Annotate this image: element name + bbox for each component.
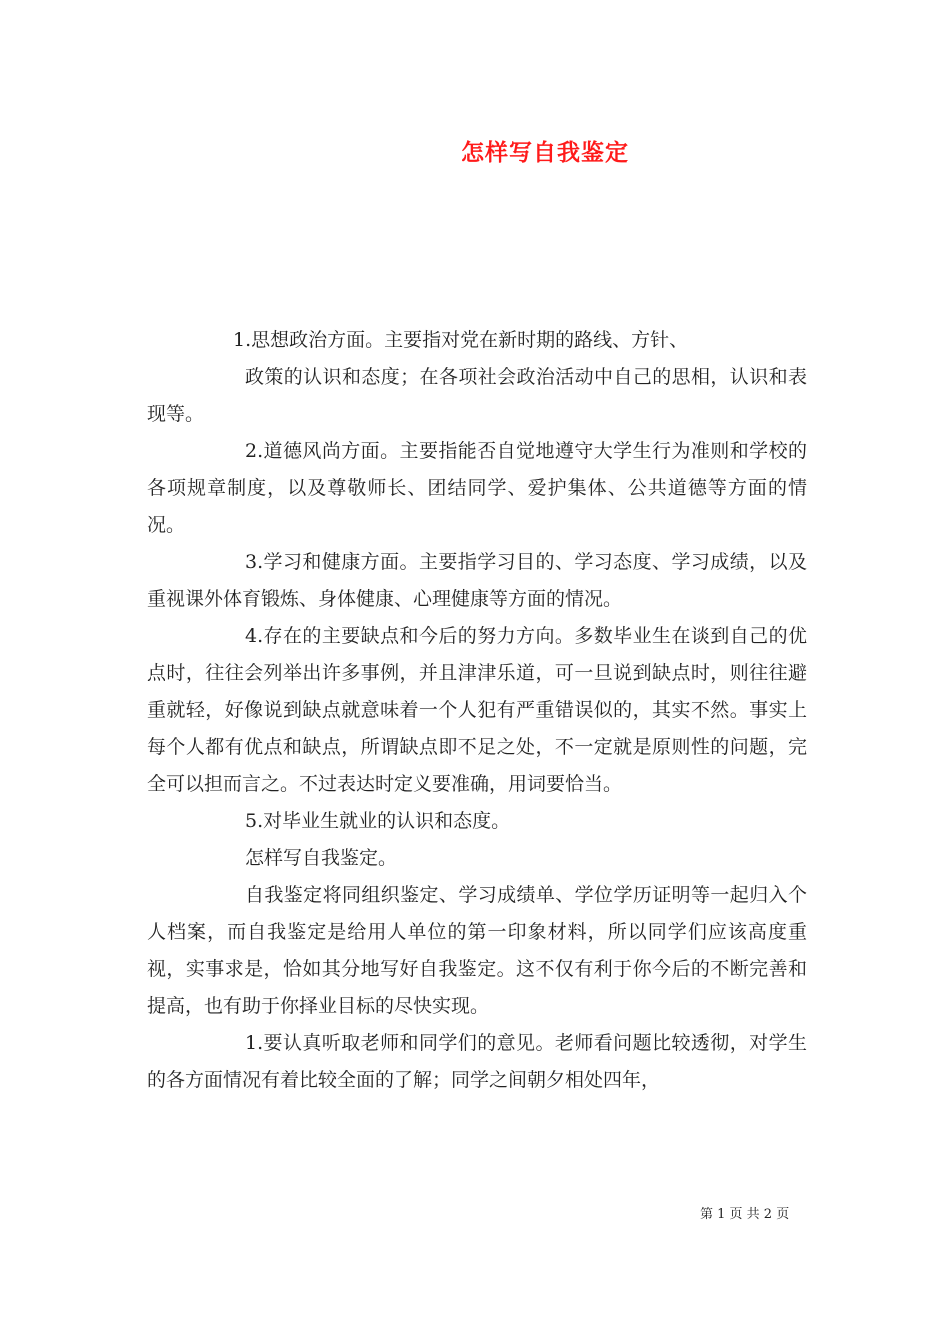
- paragraph-9: 1.要认真听取老师和同学们的意见。老师看问题比较透彻，对学生的各方面情况有着比较全面的了解；同学之间朝夕相处四年，: [147, 1032, 807, 1091]
- paragraph-8: 自我鉴定将同组织鉴定、学习成绩单、学位学历证明等一起归入个人档案，而自我鉴定是给用人单位的第一印象材料，所以同学们应该高度重视，实事求是，恰如其分地写好自我鉴定。这不仅有利于你今后的不断完善和提高，也有助于你择业目标的尽快实现。: [147, 884, 807, 1017]
- document-title: 怎样写自我鉴定: [461, 139, 629, 166]
- paragraph-6: 5.对毕业生就业的认识和态度。: [245, 810, 511, 832]
- paragraph-2: 政策的认识和态度；在各项社会政治活动中自己的思相，认识和表现等。: [147, 366, 807, 425]
- paragraph-3: 2.道德风尚方面。主要指能否自觉地遵守大学生行为准则和学校的各项规章制度，以及尊敬师长、团结同学、爱护集体、公共道德等方面的情况。: [147, 440, 807, 536]
- paragraph-7: 怎样写自我鉴定。: [245, 847, 398, 869]
- page-number-footer: 第 1 页 共 2 页: [700, 1207, 790, 1222]
- document-body: [147, 322, 807, 1099]
- paragraph-1: 1.思想政治方面。主要指对党在新时期的路线、方针、: [233, 329, 689, 351]
- paragraph-5: 4.存在的主要缺点和今后的努力方向。多数毕业生在谈到自己的优点时，往往会列举出许多事例，并且津津乐道，可一旦说到缺点时，则往往避重就轻，好像说到缺点就意味着一个人犯有严重错误似的，其实不然。事实上每个人都有优点和缺点，所谓缺点即不足之处，不一定就是原则性的问题，完全可以担而言之。不过表达时定义要准确，用词要恰当。: [147, 625, 807, 795]
- paragraph-4: 3.学习和健康方面。主要指学习目的、学习态度、学习成绩，以及重视课外体育锻炼、身体健康、心理健康等方面的情况。: [147, 551, 807, 610]
